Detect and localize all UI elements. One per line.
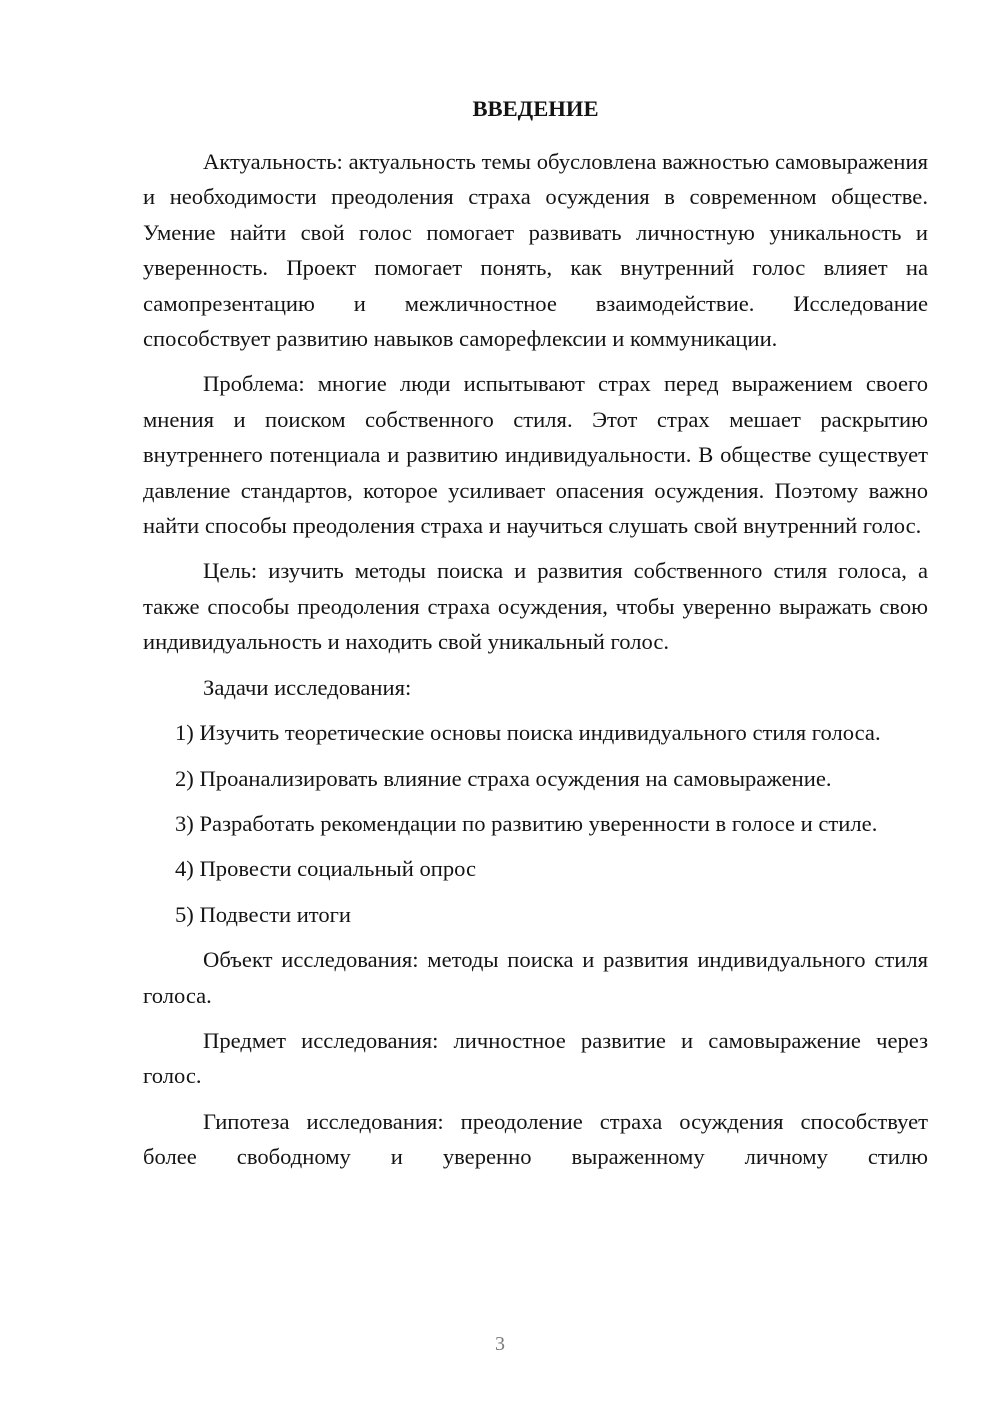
paragraph-object: Объект исследования: методы поиска и развития индивидуального стиля голоса. [143,947,928,1008]
task-item-1: 1) Изучить теоретические основы поиска индивидуального стиля голоса. [175,720,881,746]
paragraph-relevance: Актуальность: актуальность темы обусловлена важностью самовыражения и необходимости преодоления страха осуждения в современном обществе. Умение найти свой голос помогает развивать личностную уникальность и уверенность. Проект помогает понять, как внутренний голос влияет на самопрезентацию и межличностное взаимодействие. Исследование способствует развитию навыков саморефлексии и коммуникации. [143,149,928,352]
paragraph-problem: Проблема: многие люди испытывают страх перед выражением своего мнения и поиском собственного стиля. Этот страх мешает раскрытию внутреннего потенциала и развитию индивидуальности. В обществе существует давление стандартов, которое усиливает опасения осуждения. Поэтому важно найти способы преодоления страха и научиться слушать свой внутренний голос. [143,371,928,539]
task-item-3: 3) Разработать рекомендации по развитию уверенности в голосе и стиле. [175,810,878,836]
task-item-4: 4) Провести социальный опрос [175,856,477,882]
section-title: ВВЕДЕНИЕ [472,96,599,121]
page-number: 3 [495,1333,505,1355]
task-item-2: 2) Проанализировать влияние страха осуждения на самовыражение. [175,765,832,791]
document-body [143,92,928,1175]
paragraph-hypothesis: Гипотеза исследования: преодоление страха осуждения способствует более свободному и уверенно выраженному личному стилю [143,1108,928,1170]
paragraph-goal: Цель: изучить методы поиска и развития собственного стиля голоса, а также способы преодоления страха осуждения, чтобы уверенно выражать свою индивидуальность и находить свой уникальный голос. [143,558,928,655]
tasks-heading: Задачи исследования: [203,674,412,700]
task-item-5: 5) Подвести итоги [175,901,352,927]
paragraph-subject: Предмет исследования: личностное развитие и самовыражение через голос. [143,1027,928,1089]
